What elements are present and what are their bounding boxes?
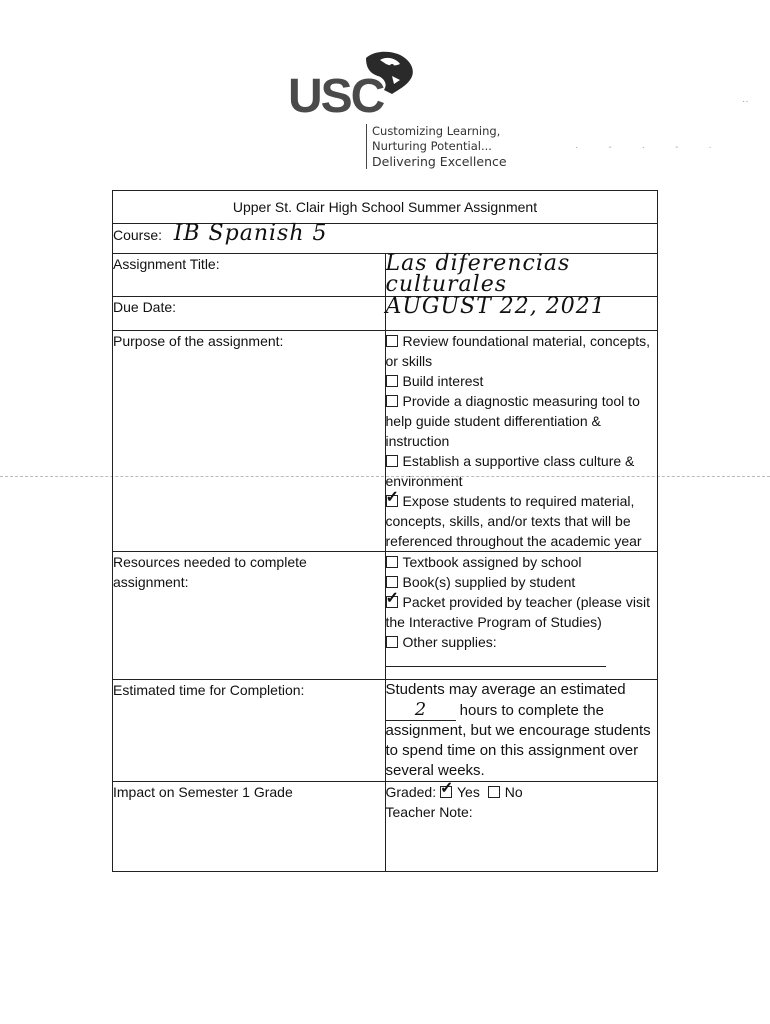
yes-label: Yes xyxy=(456,784,480,800)
due-cell xyxy=(385,294,658,331)
tagline-line-2: Nurturing Potential... xyxy=(372,139,492,153)
scan-specks: ·-·-· xyxy=(575,142,742,153)
usc-logo xyxy=(288,50,418,120)
resources-options xyxy=(385,552,658,680)
title-cell xyxy=(385,251,658,297)
logo-text: USC xyxy=(288,70,384,120)
checkbox[interactable] xyxy=(386,335,398,347)
checkbox[interactable] xyxy=(386,556,398,568)
title-label: Assignment Title: xyxy=(113,254,386,297)
checkbox[interactable] xyxy=(386,576,398,588)
purpose-option: Provide a diagnostic measuring tool to help guide student differentiation & instruction xyxy=(385,393,640,449)
assignment-form xyxy=(112,190,658,872)
course-value: IB Spanish 5 xyxy=(173,221,328,246)
purpose-option: ✓Expose students to required material, concepts, skills, and/or texts that will be referenced throughout the academic year xyxy=(386,491,658,551)
checkbox-checked[interactable] xyxy=(386,495,398,507)
resource-option: Book(s) supplied by student xyxy=(386,572,658,592)
resource-option: Other supplies: xyxy=(386,632,658,652)
purpose-option: Build interest xyxy=(386,371,658,391)
time-cell xyxy=(385,680,658,782)
tagline-line-3: Delivering Excellence xyxy=(372,154,507,169)
tagline-line-1: Customizing Learning, xyxy=(372,124,501,138)
title-value: Las diferencias culturales xyxy=(385,251,571,297)
no-checkbox[interactable] xyxy=(488,786,500,798)
scan-speck: ·· xyxy=(742,96,749,107)
impact-label: Impact on Semester 1 Grade xyxy=(113,782,386,872)
course-row xyxy=(113,221,658,254)
resource-option: Textbook assigned by school xyxy=(386,552,658,572)
yes-checkbox-checked[interactable] xyxy=(440,786,452,798)
tagline xyxy=(366,124,507,169)
time-post: hours to complete the assignment, but we encourage students to spend time on this assignment over several weeks. xyxy=(385,702,651,779)
graded-row xyxy=(386,782,658,802)
teacher-note-label: Teacher Note: xyxy=(385,804,473,820)
no-label: No xyxy=(504,784,523,800)
time-pre: Students may average an estimated xyxy=(385,681,626,698)
checkbox[interactable] xyxy=(386,636,398,648)
checkbox[interactable] xyxy=(386,375,398,387)
purpose-label: Purpose of the assignment: xyxy=(113,331,386,552)
graded-label: Graded: xyxy=(385,784,437,800)
impact-cell xyxy=(385,782,658,872)
purpose-options xyxy=(385,331,658,552)
purpose-option: Establish a supportive class culture & environment xyxy=(385,453,635,489)
other-supplies-line[interactable] xyxy=(386,654,606,667)
purpose-option: Review foundational material, concepts, or skills xyxy=(385,333,650,369)
course-label: Course: xyxy=(113,227,163,243)
time-label: Estimated time for Completion: xyxy=(113,680,386,782)
time-value: 2 xyxy=(386,700,456,721)
resources-label: Resources needed to complete assignment: xyxy=(113,552,386,680)
form-header: Upper St. Clair High School Summer Assignment xyxy=(113,191,658,224)
checkbox-checked[interactable] xyxy=(386,596,398,608)
due-value: AUGUST 22, 2021 xyxy=(385,294,606,319)
due-label: Due Date: xyxy=(113,297,386,331)
checkbox[interactable] xyxy=(386,395,398,407)
checkbox[interactable] xyxy=(386,455,398,467)
resource-option: ✓Packet provided by teacher (please visit the Interactive Program of Studies) xyxy=(386,592,658,632)
